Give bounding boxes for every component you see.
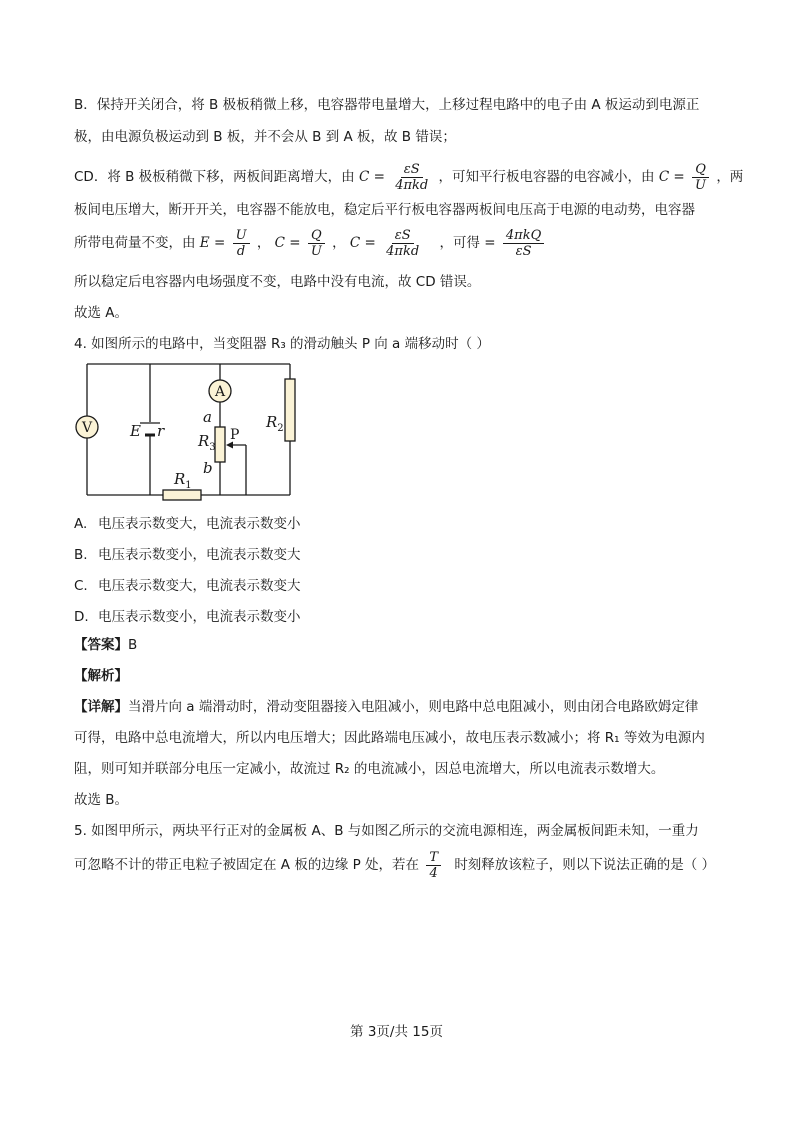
option-a: [74, 512, 301, 532]
answer-tag: 【答案】: [74, 637, 128, 653]
formula-result-lhs: =: [484, 235, 496, 251]
text-segment: CD．将 B 极板稍微下移，两板间距离增大，由: [74, 169, 355, 185]
formula-u-over-d-fraction: [233, 228, 250, 259]
formula-capacitance-fraction: [392, 162, 431, 193]
formula-c-lhs: C =: [274, 235, 301, 251]
formula-c-lhs: C =: [658, 169, 685, 185]
internal-resistance-label: r: [157, 422, 165, 440]
text-segment: 时刻释放该粒子，则以下说法正确的是（ ）: [454, 857, 716, 873]
formula-c-lhs: C =: [358, 169, 385, 185]
text-segment: ，: [256, 235, 271, 251]
page-footer: 第 3页/共 15页: [350, 1024, 443, 1040]
fraction-numerator: εS: [401, 162, 423, 178]
option-text: 电压表示数变小，电流表示数变小: [98, 609, 301, 625]
detail-text: 当滑片向 a 端滑动时，滑动变阻器接入电阻减小，则电路中总电阻减小，则由闭合电路欧姆定律: [128, 699, 699, 715]
question-4-stem: 4. 如图所示的电路中，当变阻器 R₃ 的滑动触头 P 向 a 端移动时（ ）: [74, 336, 490, 352]
detail-line: [74, 698, 698, 716]
end-a-label: a: [203, 408, 212, 426]
analysis-tag: [74, 667, 128, 685]
text-line: 板间电压增大，断开开关，电容器不能放电，稳定后平行板电容器两板间电压高于电源的电动势，电容器: [74, 202, 695, 218]
option-d: [74, 605, 301, 625]
option-text: 电压表示数变大，电流表示数变小: [98, 516, 301, 532]
fraction-denominator: 4πkd: [395, 177, 429, 193]
formula-q-over-u-fraction: [308, 228, 325, 259]
formula-t-over-4-fraction: [426, 850, 441, 881]
text-segment: ，可知平行板电容器的电容减小，由: [438, 169, 655, 185]
formula-q-over-u-fraction: [692, 162, 709, 193]
fraction-denominator: 4πkd: [386, 243, 420, 259]
slider-p-label: P: [230, 427, 240, 443]
option-text: 电压表示数变大，电流表示数变大: [98, 578, 301, 594]
fraction-numerator: εS: [392, 228, 414, 244]
text-segment: ，: [332, 235, 346, 251]
formula-result-fraction: [503, 228, 544, 259]
fraction-numerator: Q: [692, 162, 709, 178]
detail-tag: 【详解】: [74, 699, 128, 715]
voltmeter-label: V: [81, 420, 93, 436]
resistor-r3-icon: [215, 427, 225, 462]
text-line: B．保持开关闭合，将 B 极板稍微上移，电容器带电量增大，上移过程电路中的电子由 A 板运动到电源正: [74, 97, 700, 113]
text-line: 阻，则可知并联部分电压一定减小，故流过 R₂ 的电流减小，因总电流增大，所以电流表示数增大。: [74, 761, 665, 777]
fraction-denominator: 4: [429, 865, 438, 881]
resistor-r2-icon: [285, 379, 295, 441]
formula-e-lhs: E =: [199, 235, 226, 251]
fraction-numerator: Q: [308, 228, 325, 244]
text-line-with-formula: [74, 226, 547, 260]
emf-label: E: [130, 422, 141, 440]
fraction-denominator: U: [310, 243, 322, 259]
resistor-r1-icon: [163, 490, 201, 500]
fraction-numerator: 4πkQ: [503, 228, 544, 244]
option-c: [74, 574, 301, 594]
circuit-diagram: [70, 356, 302, 504]
formula-capacitance-fraction: [383, 228, 422, 259]
text-segment: ，两: [716, 169, 744, 185]
option-label: D.: [74, 609, 89, 625]
text-line-with-formula: [74, 160, 743, 194]
option-b: [74, 543, 301, 563]
option-label: B.: [74, 547, 88, 563]
text-line: 可得，电路中总电流增大，所以内电压增大；因此路端电压减小，故电压表示数减小；将 R₁ 等效为电源内: [74, 730, 705, 746]
option-label: A.: [74, 516, 88, 532]
text-segment: 可忽略不计的带正电粒子被固定在 A 板的边缘 P 处，若在: [74, 857, 420, 873]
text-line: 极，由电源负极运动到 B 板，并不会从 B 到 A 板，故 B 错误；: [74, 129, 456, 145]
question-5-stem: 5. 如图甲所示，两块平行正对的金属板 A、B 与如图乙所示的交流电源相连，两金属板间距未知，一重力: [74, 823, 699, 839]
r1-label: $R_1$: [174, 470, 192, 491]
text-line: 故选 A。: [74, 305, 129, 321]
text-segment: 所带电荷量不变，由: [74, 235, 196, 251]
analysis-label: 【解析】: [74, 668, 128, 684]
answer-value: B: [128, 637, 138, 653]
fraction-numerator: U: [233, 228, 250, 244]
formula-c-lhs: C =: [349, 235, 376, 251]
option-label: C.: [74, 578, 88, 594]
r2-label: $R_2$: [266, 413, 284, 434]
text-line: 故选 B。: [74, 792, 129, 808]
fraction-numerator: T: [426, 850, 441, 866]
fraction-denominator: d: [236, 243, 246, 259]
r3-label: $R_3$: [198, 432, 216, 453]
fraction-denominator: εS: [515, 243, 532, 259]
answer-line: [74, 636, 137, 654]
option-text: 电压表示数变小，电流表示数变大: [98, 547, 301, 563]
ammeter-label: A: [214, 384, 226, 400]
fraction-denominator: U: [695, 177, 707, 193]
question-5-stem-line2: [74, 848, 715, 882]
text-segment: ，可得: [439, 235, 480, 251]
text-line: 所以稳定后电容器内电场强度不变，电路中没有电流，故 CD 错误。: [74, 274, 481, 290]
end-b-label: b: [203, 459, 213, 477]
